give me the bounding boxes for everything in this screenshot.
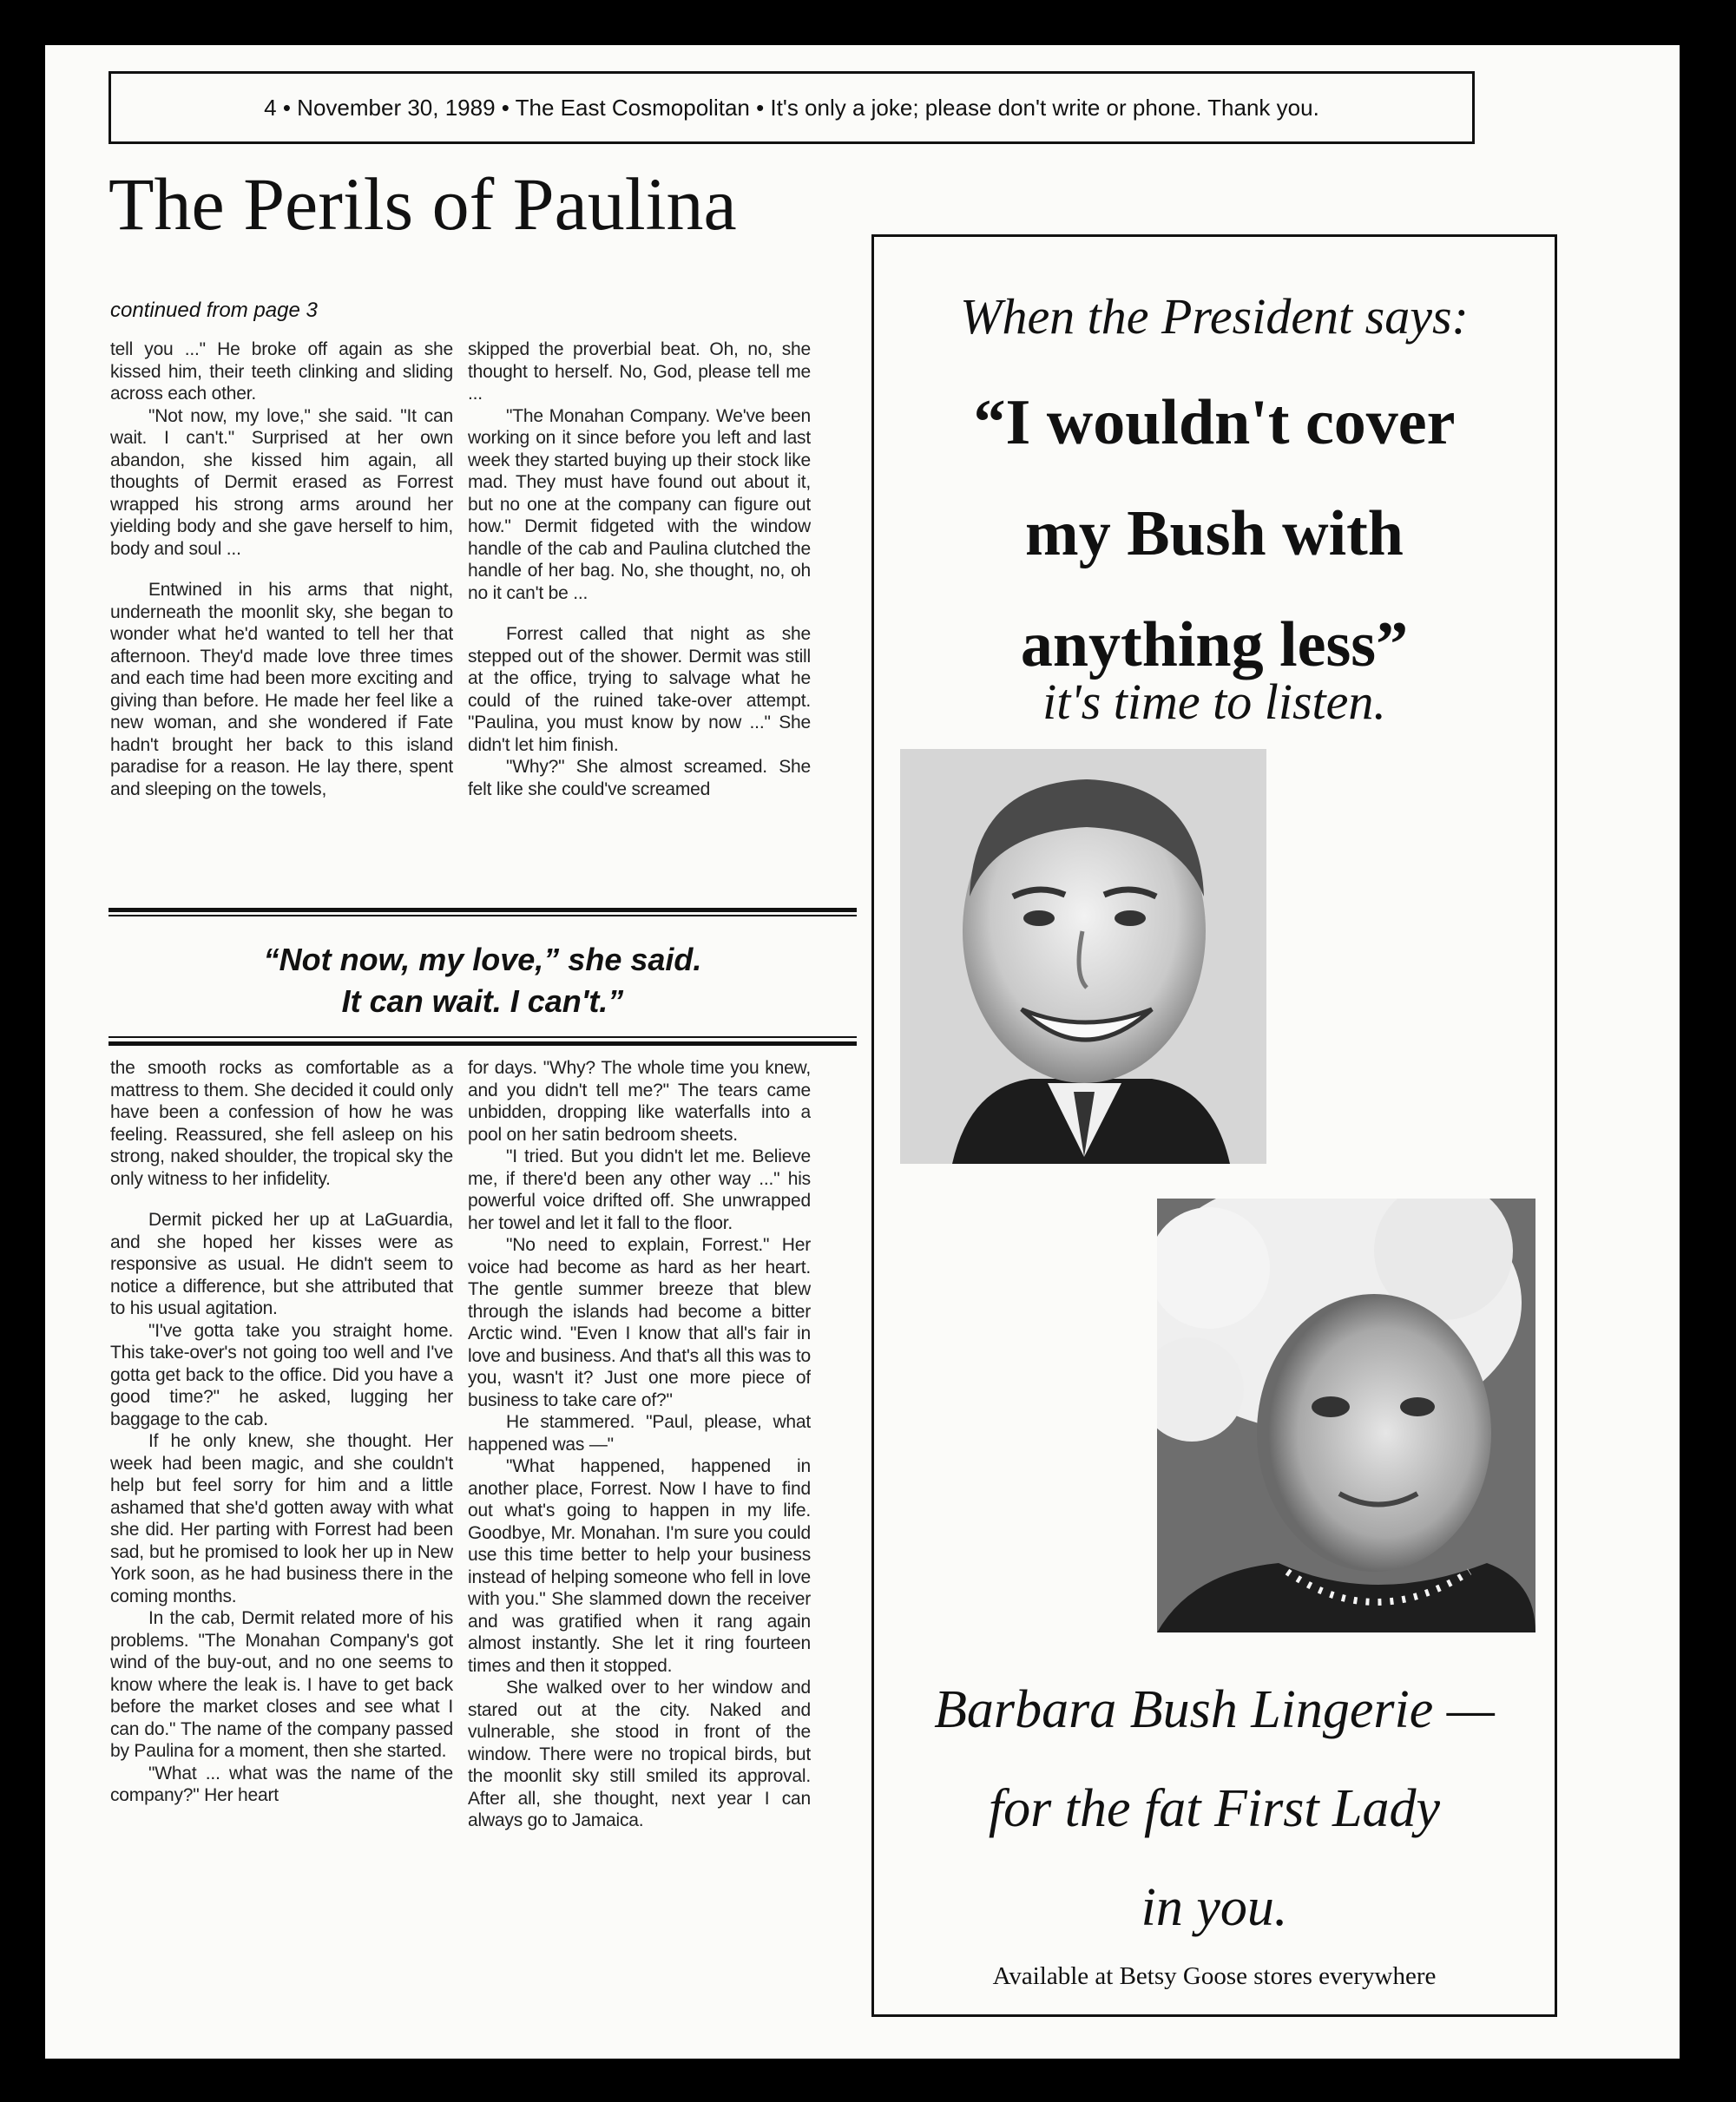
advertisement bbox=[871, 234, 1557, 2017]
paragraph: "What ... what was the name of the company?" Her heart bbox=[110, 1763, 453, 1805]
paragraph: "I've gotta take you straight home. This take-over's not going too well and I've gotta get back to the office. Did you have a good time?" he asked, lugging her baggage to the cab. bbox=[110, 1320, 453, 1429]
paragraph: "No need to explain, Forrest." Her voice had become as hard as her heart. The gentle summer breeze that blew through the islands had become a bitter Arctic wind. "Even I know that all's fair in love and business. And that's all this was to you, wasn't it? Just one more piece of business to take care of?" bbox=[468, 1235, 811, 1410]
paragraph: He stammered. "Paul, please, what happened was —" bbox=[468, 1412, 811, 1455]
paragraph: "What happened, happened in another place, Forrest. Now I have to find out what's going to happen in my life. Goodbye, Mr. Monahan. I'm sure you could use this time better to help your business instead of helping someone who fell in love with you." She slammed down the receiver and was gratified when it rang again almost instantly. She let it ring fourteen times and then it stopped. bbox=[468, 1456, 811, 1676]
article-column-2a bbox=[110, 1057, 453, 1990]
paragraph: "Not now, my love," she said. "It can wait. I can't." Surprised at her own abandon, she kissed him again, all thoughts of Dermit erased as Forrest wrapped his strong arms around her yielding body and she gave herself to him, body and soul ... bbox=[110, 405, 453, 559]
ad-headline: When the President says: bbox=[960, 288, 1469, 345]
article-title: The Perils of Paulina bbox=[108, 162, 737, 246]
pull-quote-line1: “Not now, my love,” she said. bbox=[263, 942, 702, 977]
ad-quote-line2: my Bush with bbox=[1025, 498, 1404, 569]
continued-note: continued from page 3 bbox=[110, 299, 318, 322]
ad-availability: Available at Betsy Goose stores everywhere bbox=[992, 1962, 1437, 1990]
paragraph: She walked over to her window and stared out at the city. Naked and vulnerable, she stood in front of the window. There were no tropical birds, but the moonlit sky still smiled its approval. After all, she thought, next year I can always go to Jamaica. bbox=[468, 1678, 811, 1830]
pull-quote-rule-bottom-thin bbox=[108, 1036, 857, 1038]
pull-quote-line2: It can wait. I can't.” bbox=[341, 983, 624, 1019]
portrait-photo-man bbox=[900, 749, 1266, 1164]
paragraph: "I tried. But you didn't let me. Believe me, if there'd been any other way ..." his powerful voice drifted off. She unwrapped her towel and let it fall to the floor. bbox=[468, 1146, 811, 1233]
paragraph: for days. "Why? The whole time you knew, and you didn't tell me?" The tears came unbidden, dropping like waterfalls into a pool on her satin bedroom sheets. bbox=[468, 1058, 811, 1145]
article-column-2b bbox=[468, 1057, 811, 1990]
pull-quote-rule-bottom bbox=[108, 1041, 857, 1046]
header-text: 4 • November 30, 1989 • The East Cosmopolitan • It's only a joke; please don't write or phone. Thank you. bbox=[264, 94, 1319, 121]
ad-lingerie-text bbox=[874, 1660, 1555, 1957]
ad-lingerie-line2: for the fat First Lady bbox=[988, 1779, 1441, 1838]
paragraph: the smooth rocks as comfortable as a mattress to them. She decided it could only have been a confession of how he was feeling. Reassured, she fell asleep on his strong, naked shoulder, the tropical sky the only witness to her infidelity. bbox=[110, 1058, 453, 1189]
pull-quote-rule-top-thin bbox=[108, 915, 857, 916]
paragraph: tell you ..." He broke off again as she kissed him, their teeth clinking and sliding across each other. bbox=[110, 339, 453, 404]
pull-quote bbox=[108, 939, 857, 1022]
ad-lingerie-line3: in you. bbox=[1141, 1878, 1288, 1937]
paragraph: Dermit picked her up at LaGuardia, and she hoped her kisses were as responsive as usual. He didn't seem to notice a difference, but she attributed that to his usual agitation. bbox=[110, 1210, 453, 1318]
paragraph: Entwined in his arms that night, underneath the moonlit sky, she began to wonder what he'd wanted to tell her that afternoon. They'd made love three times and each time had been more exciting and giving than before. He made her feel like a new woman, and she wondered if Fate hadn't brought her back to this island paradise for a reason. He lay there, spent and sleeping on the towels, bbox=[110, 580, 453, 799]
portrait-man-illustration bbox=[900, 749, 1266, 1164]
page-header bbox=[108, 71, 1475, 144]
paragraph: If he only knew, she thought. Her week had been magic, and she couldn't help but feel sorry for him and a little ashamed that she'd gotten away with what she did. Her parting with Forrest had been sad, but he promised to look her up in New York soon, as he had business there in the coming months. bbox=[110, 1431, 453, 1606]
paragraph: skipped the proverbial beat. Oh, no, she thought to herself. No, God, please tell me ... bbox=[468, 339, 811, 404]
paragraph: "Why?" She almost screamed. She felt like she could've screamed bbox=[468, 757, 811, 799]
pull-quote-rule-top bbox=[108, 908, 857, 912]
paragraph: In the cab, Dermit related more of his problems. "The Monahan Company's got wind of the buy-out, and no one seems to know where the leak is. I have to get back before the market closes and see what I can do." The name of the company passed by Paulina for a moment, then she started. bbox=[110, 1608, 453, 1761]
ad-quote bbox=[874, 367, 1555, 700]
portrait-photo-woman bbox=[1157, 1199, 1535, 1632]
ad-lingerie-line1: Barbara Bush Lingerie — bbox=[934, 1680, 1495, 1739]
portrait-woman-illustration bbox=[1157, 1199, 1535, 1632]
article-column-1b bbox=[468, 338, 811, 911]
paragraph: "The Monahan Company. We've been working on it since before you left and last week they started buying up their stock like mad. They must have found out about it, but no one at the company can figure out how." Dermit fidgeted with the window handle of the cab and Paulina clutched the handle of her bag. No, she thought, no, oh no it can't be ... bbox=[468, 405, 811, 603]
paragraph: Forrest called that night as she stepped out of the shower. Dermit was still at the office, trying to salvage what he could of the ruined take-over attempt. "Paulina, you must know by now ..." She didn't let him finish. bbox=[468, 624, 811, 755]
article-column-1a bbox=[110, 338, 453, 911]
ad-quote-line3: anything less” bbox=[1020, 609, 1409, 680]
ad-tagline: it's time to listen. bbox=[1042, 673, 1386, 730]
ad-quote-line1: “I wouldn't cover bbox=[973, 387, 1456, 458]
